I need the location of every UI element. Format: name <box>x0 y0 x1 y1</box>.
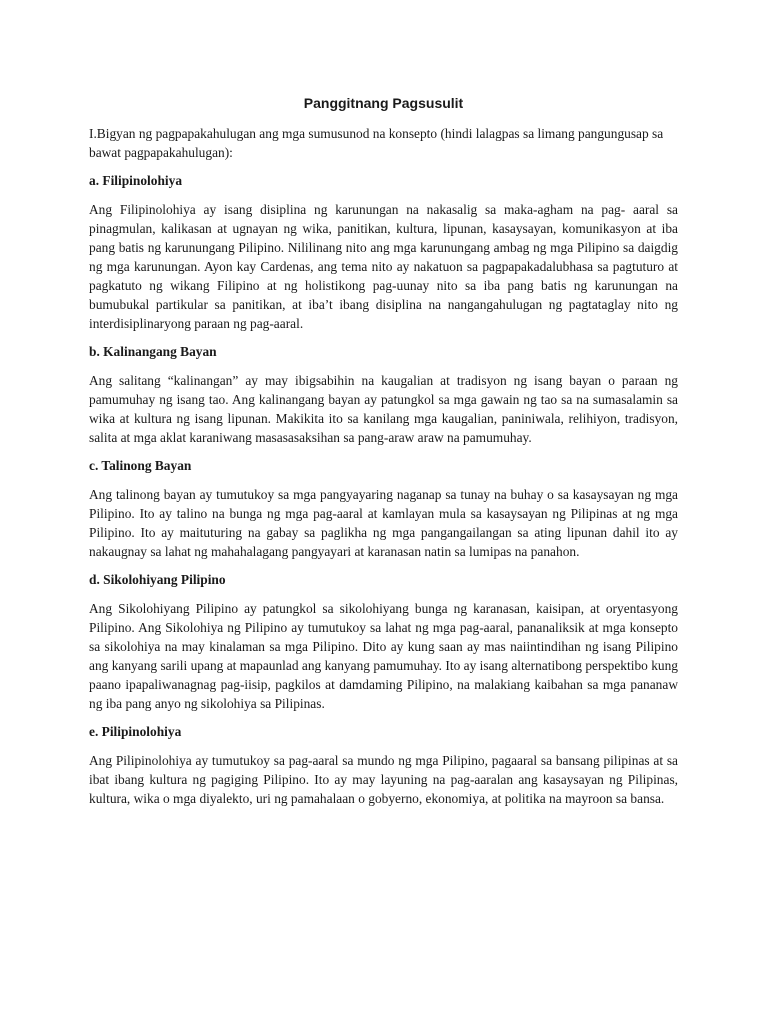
section-e <box>89 723 678 808</box>
section-heading: c. Talinong Bayan <box>89 458 192 473</box>
section-heading: d. Sikolohiyang Pilipino <box>89 572 226 587</box>
document-page <box>89 94 678 818</box>
section-body: Ang Filipinolohiya ay isang disiplina ng karunungan na nakasalig sa maka-agham na pag- aaral sa pinagmulan, kalikasan at ugnayan ng wika, panitikan, kultura, lipunan, kasaysayan, komunikasyon at iba pang batis ng karunungang Pilipino. Nililinang nito ang mga karunungang ambag ng mga Pilipino sa daigdig ng mga karunungan. Ayon kay Cardenas, ang tema nito ay nakatuon sa pagpapakadalubhasa sa pagtuturo at pagkatuto ng wikang Filipino at ng holistikong pag-uunay nito sa iba pang batis ng karunungan na bumubukal partikular sa panitikan, at iba’t ibang disiplina na nangangahulugan ng pagtataglay nito ng interdisiplinaryong paraan ng pag-aaral. <box>89 202 678 331</box>
section-a <box>89 172 678 333</box>
section-d <box>89 571 678 713</box>
instructions: I.Bigyan ng pagpapakahulugan ang mga sumusunod na konsepto (hindi lalagpas sa limang pangungusap sa bawat pagpapakahulugan): <box>89 126 664 160</box>
section-heading: e. Pilipinolohiya <box>89 724 182 739</box>
page-title: Panggitnang Pagsusulit <box>303 95 464 111</box>
section-body: Ang talinong bayan ay tumutukoy sa mga pangyayaring naganap sa tunay na buhay o sa kasaysayan ng mga Pilipino. Ito ay talino na bunga ng mga pag-aaral at kamlayan mula sa kasaysayan ng Pilipinas at ng mga Pilipino. Ito ay maituturing na gabay sa paglikha ng mga pangangailangan sa ating lipunan dahil ito ay nakaugnay sa lahat ng mahahalagang pangyayari at karanasan natin sa lumipas na panahon. <box>89 487 678 559</box>
section-c <box>89 457 678 561</box>
section-body: Ang Pilipinolohiya ay tumutukoy sa pag-aaral sa mundo ng mga Pilipino, pagaaral sa bansang pilipinas at sa ibat ibang kultura ng pagiging Pilipino. Ito ay may layuning na pag-aaralan ang kasaysayan ng Pilipinas, kultura, wika o mga diyalekto, uri ng pamahalaan o gobyerno, ekonomiya, at politika na mayroon sa bansa. <box>89 753 678 806</box>
section-heading: b. Kalinangang Bayan <box>89 344 217 359</box>
section-body: Ang salitang “kalinangan” ay may ibigsabihin na kaugalian at tradisyon ng isang bayan o paraan ng pamumuhay ng isang tao. Ang kalinangang bayan ay patungkol sa mga gawain ng tao sa na sumasalamin sa wika at kultura ng isang lipunan. Makikita ito sa kanilang mga kaugalian, paniniwala, relihiyon, tradisyon, salita at mga aklat karaniwang masasasaksihan sa pang-araw araw na pamumuhay. <box>89 373 678 445</box>
section-heading: a. Filipinolohiya <box>89 173 183 188</box>
section-body: Ang Sikolohiyang Pilipino ay patungkol sa sikolohiyang bunga ng karanasan, kaisipan, at oryentasyong Pilipino. Ang Sikolohiya ng Pilipino ay tumutukoy sa lahat ng mga pag-aaral, pananaliksik at mga konsepto sa sikolohiya na may kinalaman sa mga Pilipino. Dito ay kung saan ay mas naiintindihan ng isang Pilipino ang kanyang sarili upang at mapaunlad ang kanyang pamumuhay. Ito ay isang alternatibong perspektibo kung paano ipapaliwanagnag pag-iisip, pagkilos at damdaming Pilipino, na malakiang kaibahan sa mga pananaw ng iba pang anyo ng sikolohiya sa Pilipinas. <box>89 601 678 711</box>
section-b <box>89 343 678 447</box>
